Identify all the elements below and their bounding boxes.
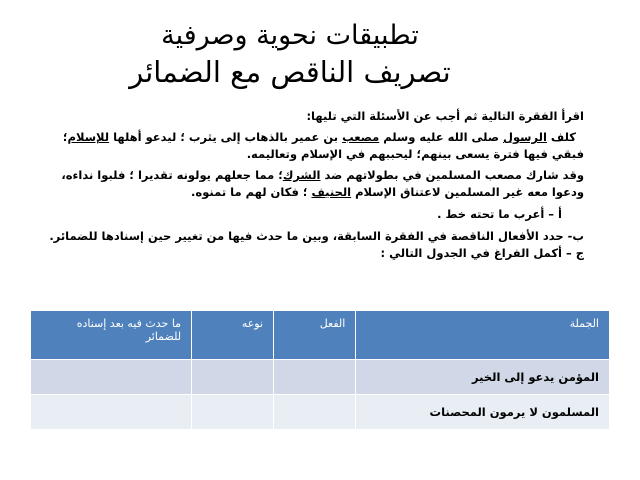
title-line-1: تطبيقات نحوية وصرفية [161, 20, 419, 51]
text-run: ؛ فكان لهم ما تمنوه. [191, 185, 312, 199]
underlined-word: الشرك [282, 168, 321, 182]
table-row [31, 395, 610, 430]
instruction: اقرأ الفقرة التالية ثم أجب عن الأسئلة التي تليها: [306, 109, 584, 123]
cell-sentence: المسلمون لا يرمون المحصنات [356, 395, 610, 430]
table-row [31, 360, 610, 395]
text-run: وقد شارك مصعب المسلمين في بطولاتهم ضد [320, 168, 584, 182]
text-run: ودعوا معه غير المسلمين لاعتناق الإسلام [351, 185, 584, 199]
cell-verb[interactable] [274, 395, 356, 430]
underlined-word: للإسلام [67, 130, 110, 144]
underlined-word: الرسول [502, 130, 547, 144]
header-sentence: الجملة [356, 311, 610, 360]
paragraph-2-line-1 [14, 167, 584, 184]
underlined-word: الحنيف [311, 185, 352, 199]
cell-change[interactable] [31, 395, 192, 430]
text-run: صلى الله عليه وسلم [379, 130, 503, 144]
paragraph-2-line-2 [14, 184, 584, 201]
header-change: ما حدث فيه بعد إسناده للضمائر [31, 311, 192, 360]
cell-change[interactable] [31, 360, 192, 395]
cell-verb[interactable] [274, 360, 356, 395]
text-run: ؛ مما جعلهم يولونه تقديرا ؛ فلبوا نداءه، [61, 168, 283, 182]
answer-table [30, 310, 610, 430]
question-b: ب- حدد الأفعال الناقصة في الفقرة السابقة، وبين ما حدث فيها من تغيير حين إسنادها للضمائر. [49, 229, 584, 243]
slide-title [0, 18, 640, 90]
cell-type[interactable] [192, 360, 274, 395]
text-run: بن عمير بالذهاب إلى يثرب ؛ ليدعو أهلها [109, 130, 343, 144]
header-verb: الفعل [274, 311, 356, 360]
table-header-row [31, 311, 610, 360]
paragraph-1-line-2: فبقي فيها فترة يسعى بينهم؛ ليحببهم في الإسلام وتعاليمه. [246, 147, 584, 161]
text-run: كلف [546, 130, 576, 144]
question-c: ج – أكمل الفراغ في الجدول التالي : [380, 246, 584, 260]
question-a: أ – أعرب ما تحته خط . [437, 207, 562, 221]
text-run: ؛ [62, 130, 68, 144]
exercise-text [14, 108, 584, 262]
cell-type[interactable] [192, 395, 274, 430]
cell-sentence: المؤمن يدعو إلى الخير [356, 360, 610, 395]
underlined-word: مصعب [342, 130, 380, 144]
header-type: نوعه [192, 311, 274, 360]
paragraph-1-line-1 [14, 129, 576, 146]
title-line-2: تصريف الناقص مع الضمائر [129, 55, 451, 89]
